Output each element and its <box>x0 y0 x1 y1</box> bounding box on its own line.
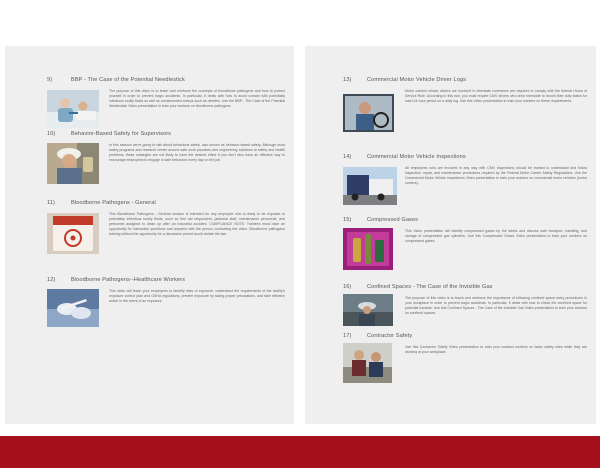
entry-number: 13) <box>343 77 352 83</box>
entry-title <box>343 154 466 160</box>
entry-description: The purpose of this video is to teach and reinforce the importance of following confined space entry procedures in your workplace in order to prevent tragic accidents. In particular, it deals with how to check the confined space for potential hazards. Use this Confined Spaces - The Case of the Invisible Gas Video presentation to train your workers on confined spaces. <box>405 296 587 315</box>
entry-description: The purpose of this video is to teach and reinforce the concepts of bloodborne pathogens and how to protect yourself in order to prevent tragic accidents. In particular, it deals with how to avoid contact with potentially infectious bodily fluids as well as contaminated sharps such as needles. Use the BBP - The Case of the Potential Needlestick Video presentation to train your workers on bloodborne pathogens. <box>109 89 285 108</box>
entry-description: In this session we're going to talk about behavioral safety, also known as behavior-based safety. Although most safety programs and research center around safe work practices and engineering solutions to safety and health problems, these strategies are not likely to have the desired effect if you don't also have an effective way to encourage employees to engage in safe behaviors every day on the job. <box>109 143 285 162</box>
entry-behavior-based-safety <box>47 131 287 187</box>
entry-number: 16) <box>343 284 352 290</box>
entry-title-text: Contractor Safety <box>367 333 413 339</box>
entry-title <box>47 131 171 137</box>
gas-cylinder-valves-photo-icon <box>343 228 393 270</box>
entry-description: This Video presentation will identify compressed gases by the labels and discuss safe transport, handling, and storage of compressed gas cylinders. Use this Compressed Gases Video presentation to train your workers on compressed gases. <box>405 229 587 243</box>
entry-compressed-gases <box>343 217 591 277</box>
entry-confined-spaces <box>343 284 591 332</box>
entry-description: This video will teach your employees to identify risks of exposure, understand the requirements of the facility's exposure control plan and OSHA regulations, prevent exposure by taking proper precautions, and take effective action in the event of an exposure. <box>109 289 285 303</box>
semi-truck-photo-icon <box>343 167 397 205</box>
entry-title <box>343 333 412 339</box>
entry-title <box>47 77 185 83</box>
entry-title <box>47 277 185 283</box>
entry-number: 17) <box>343 333 352 339</box>
entry-number: 12) <box>47 277 56 283</box>
entry-bloodborne-healthcare <box>47 277 287 337</box>
entry-title <box>47 200 156 206</box>
entry-title <box>343 284 493 290</box>
biohazard-label-photo-icon <box>47 213 99 254</box>
entry-title-text: Bloodborne Pathogens - General <box>71 200 156 206</box>
right-page <box>305 46 596 424</box>
contractor-workers-photo-icon <box>343 343 392 383</box>
hardhat-worker-photo-icon <box>47 143 99 184</box>
entry-number: 9) <box>47 77 53 83</box>
entry-title-text: Bloodborne Pathogens--Healthcare Workers <box>71 277 185 283</box>
confined-space-worker-photo-icon <box>343 294 393 326</box>
entry-cmv-driver-logs <box>343 77 591 137</box>
entry-title-text: BBP - The Case of the Potential Needlestick <box>71 77 185 83</box>
entry-description: Use this Contractor Safety Video presentation to train your contract workers on basic safety rules while they are working at your workplace. <box>405 345 587 354</box>
entry-title-text: Compressed Gases <box>367 217 419 223</box>
entry-description: Motor carriers whose drivers are involved in interstate commerce are required to comply with the federal Hours of Service Rule. According to this rule, you must require CMV drivers who drive interstate to record their duty status for each 24-hour period on a daily log. Use this Video presentation to train your workers on these requirements. <box>405 89 587 103</box>
entry-number: 14) <box>343 154 352 160</box>
gloved-hands-syringe-photo-icon <box>47 289 99 327</box>
entry-number: 11) <box>47 200 55 206</box>
entry-title-text: Confined Spaces - The Case of the Invisible Gas <box>367 284 493 290</box>
left-page <box>5 46 294 424</box>
entry-title <box>343 217 418 223</box>
entry-description: This Bloodborne Pathogens - General session is intended for any employee who is likely to be exposed to potentially infectious bodily fluids, such as first aid responders, janitorial staff, maintenance personnel, and personnel assigned to clean up after an industrial accident. COMPLIANCE NOTE: Trainees must have an opportunity for interactive questions and answers with the person conducting the video. Bloodborne pathogens training without the opportunity for a discussion period would violate the law. <box>109 212 285 236</box>
entry-title <box>343 77 466 83</box>
entry-bloodborne-general <box>47 200 287 266</box>
entry-title-text: Commercial Motor Vehicle Driver Logs <box>367 77 467 83</box>
entry-title-text: Behavior-Based Safety for Supervisors <box>71 131 172 137</box>
entry-number: 15) <box>343 217 352 223</box>
entry-cmv-inspections <box>343 154 591 218</box>
footer-bar <box>0 436 600 468</box>
nurse-with-patient-photo-icon <box>47 90 99 128</box>
entry-number: 10) <box>47 131 56 137</box>
entry-bbp-needlestick <box>47 77 287 133</box>
entry-description: All employees who are involved in any way with CMV inspections should be trained to understand and follow inspection, repair, and maintenance procedures required by the Federal Motor Carrier Safety Regulations. Use the Commercial Motor Vehicle Inspections Video presentation to train your workers on commercial motor vehicles (motor carriers). <box>405 166 587 185</box>
truck-driver-photo-icon <box>343 94 394 132</box>
entry-contractor-safety <box>343 333 591 383</box>
entry-title-text: Commercial Motor Vehicle Inspections <box>367 154 466 160</box>
